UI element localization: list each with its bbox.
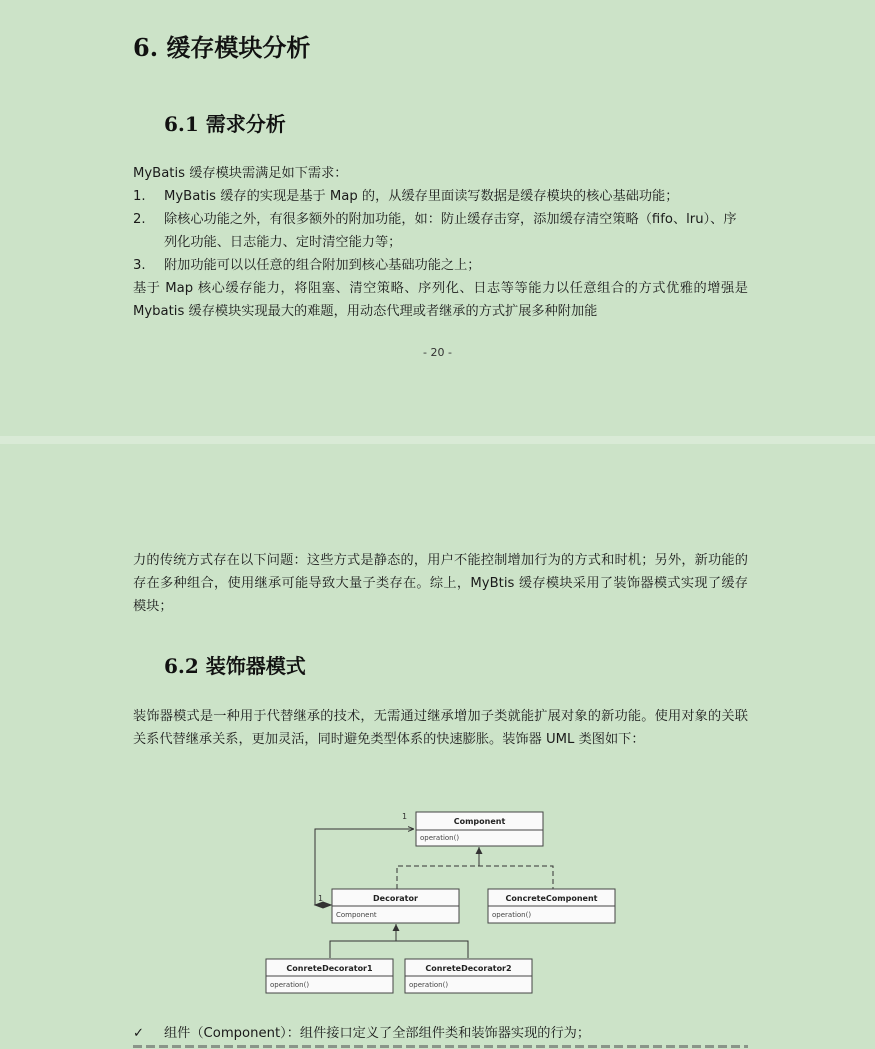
list-number: 1. [133, 189, 146, 204]
class-member: operation() [270, 981, 310, 989]
section-heading-6: 6. 缓存模块分析 [133, 33, 311, 62]
class-name: ConreteDecorator1 [286, 964, 373, 973]
class-member: operation() [420, 834, 460, 842]
realization-lines [397, 866, 553, 889]
uml-class-concrete-component [488, 889, 615, 923]
list-number: 3. [133, 258, 146, 273]
subsection-heading-6-1: 6.1 需求分析 [164, 112, 286, 136]
paragraph-decorator-intro: 装饰器模式是一种用于代替继承的技术，无需通过继承增加子类就能扩展对象的新功能。使用对象的关联关系代替继承关系，更加灵活，同时避免类型体系的快速膨胀。装饰器 UML 类图如下： [133, 709, 748, 747]
paragraph-body: 基于 Map 核心缓存能力，将阻塞、清空策略、序列化、日志等等能力以任意组合的方式优雅的增强是 Mybatis 缓存模块实现最大的难题，用动态代理或者继承的方式扩展多种附加能 [133, 281, 748, 319]
paragraph-continuation: 力的传统方式存在以下问题：这些方式是静态的，用户不能控制增加行为的方式和时机；另外，新功能的存在多种组合，使用继承可能导致大量子类存在。综上，MyBtis 缓存模块采用了装饰器模式实现了缓存模块； [133, 553, 748, 614]
uml-class-concrete-decorator-1 [266, 959, 393, 993]
checklist-item [133, 1022, 773, 1045]
class-name: ConreteDecorator2 [425, 964, 512, 973]
page-number: - 20 - [423, 346, 452, 359]
class-name: Component [453, 817, 506, 826]
uml-class-concrete-decorator-2 [405, 959, 532, 993]
list-number: 2. [133, 212, 146, 227]
list-text: 附加功能可以以任意的组合附加到核心基础功能之上； [164, 258, 481, 273]
list-text: 除核心功能之外，有很多额外的附加功能，如：防止缓存击穿，添加缓存清空策略（fifo、lru）、序列化功能、日志能力、定时清空能力等； [164, 212, 737, 250]
uml-class-component [416, 812, 543, 846]
inheritance-lines [330, 941, 468, 958]
multiplicity-left: 1 [318, 894, 324, 903]
class-name: Decorator [373, 894, 418, 903]
class-member: operation() [409, 981, 449, 989]
uml-class-decorator [332, 889, 459, 923]
list-text: MyBatis 缓存的实现是基于 Map 的，从缓存里面读写数据是缓存模块的核心基础功能； [164, 189, 679, 204]
class-member: Component [336, 911, 377, 919]
class-member: operation() [492, 911, 532, 919]
subsection-heading-6-2: 6.2 装饰器模式 [164, 654, 306, 678]
clipped-next-line [133, 1043, 748, 1049]
check-icon: ✓ [133, 1026, 145, 1041]
checklist-text: 组件（Component）：组件接口定义了全部组件类和装饰器实现的行为； [164, 1026, 591, 1041]
multiplicity-top: 1 [402, 812, 408, 821]
class-name: ConcreteComponent [505, 894, 598, 903]
paragraph-intro: MyBatis 缓存模块需满足如下需求： [133, 166, 348, 181]
